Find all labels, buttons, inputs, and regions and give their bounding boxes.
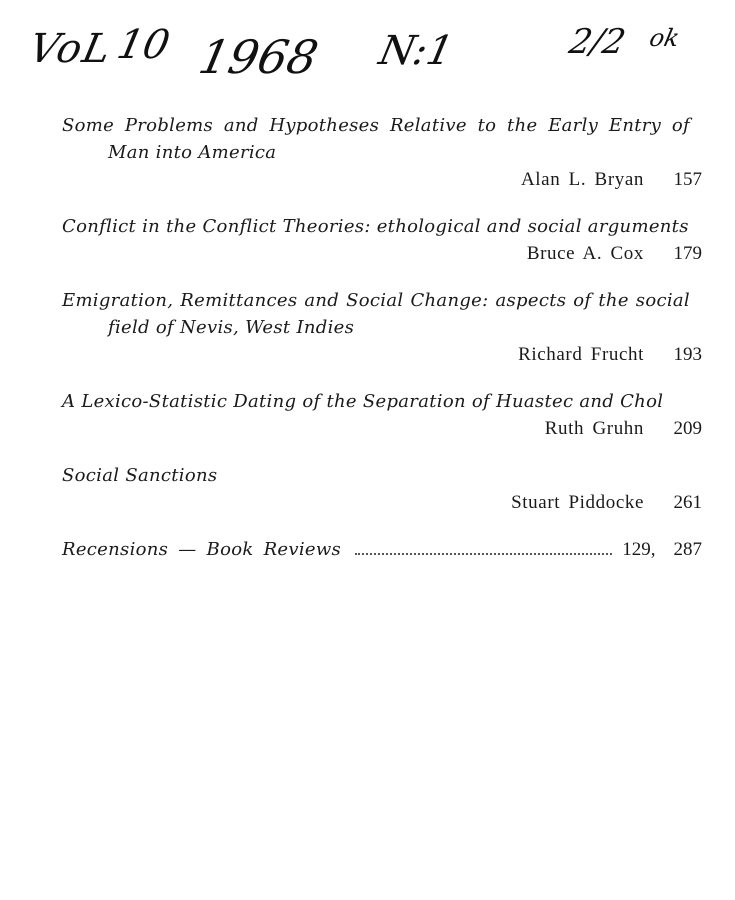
toc-entry <box>62 287 702 368</box>
book-reviews-label: Recensions — Book Reviews <box>62 539 342 560</box>
toc-entry <box>62 388 702 442</box>
article-page: 193 <box>673 344 702 365</box>
article-title: Emigration, Remittances and Social Change: aspects of the social field of Nevis, West Indies <box>62 290 690 338</box>
table-of-contents <box>62 112 702 563</box>
book-reviews-pages <box>622 536 702 563</box>
article-title: A Lexico-Statistic Dating of the Separation of Huastec and Chol <box>62 391 664 412</box>
handwritten-vol-number: 10 <box>113 22 174 68</box>
article-author: Bruce A. Cox <box>526 243 644 264</box>
article-title: Social Sanctions <box>62 465 218 486</box>
article-title: Conflict in the Conflict Theories: ethological and social arguments <box>62 216 689 237</box>
handwritten-fraction: 2/2 <box>565 22 629 62</box>
handwritten-vol: VoL <box>25 26 117 72</box>
author-line <box>62 240 702 267</box>
book-reviews-page-second: 287 <box>673 539 702 560</box>
article-author: Stuart Piddocke <box>511 492 644 513</box>
article-author: Ruth Gruhn <box>544 418 644 439</box>
toc-entry <box>62 462 702 516</box>
handwritten-volume-note <box>25 22 720 92</box>
article-page: 261 <box>673 492 702 513</box>
author-line <box>62 166 702 193</box>
toc-entry <box>62 112 702 193</box>
handwritten-issue-number: N:1 <box>375 28 458 74</box>
article-author: Richard Frucht <box>518 344 644 365</box>
author-line <box>62 341 702 368</box>
article-page: 179 <box>673 243 702 264</box>
author-line <box>62 489 702 516</box>
article-title: Some Problems and Hypotheses Relative to the Early Entry of Man into America <box>62 115 690 163</box>
handwritten-extra: ok <box>647 24 682 52</box>
handwritten-year: 1968 <box>194 30 323 84</box>
book-reviews-page-first: 129, <box>622 539 656 560</box>
article-author: Alan L. Bryan <box>520 169 644 190</box>
book-reviews-entry <box>62 536 702 563</box>
author-line <box>62 415 702 442</box>
dot-leader <box>355 553 612 555</box>
article-page: 209 <box>673 418 702 439</box>
article-page: 157 <box>673 169 702 190</box>
toc-entry <box>62 213 702 267</box>
